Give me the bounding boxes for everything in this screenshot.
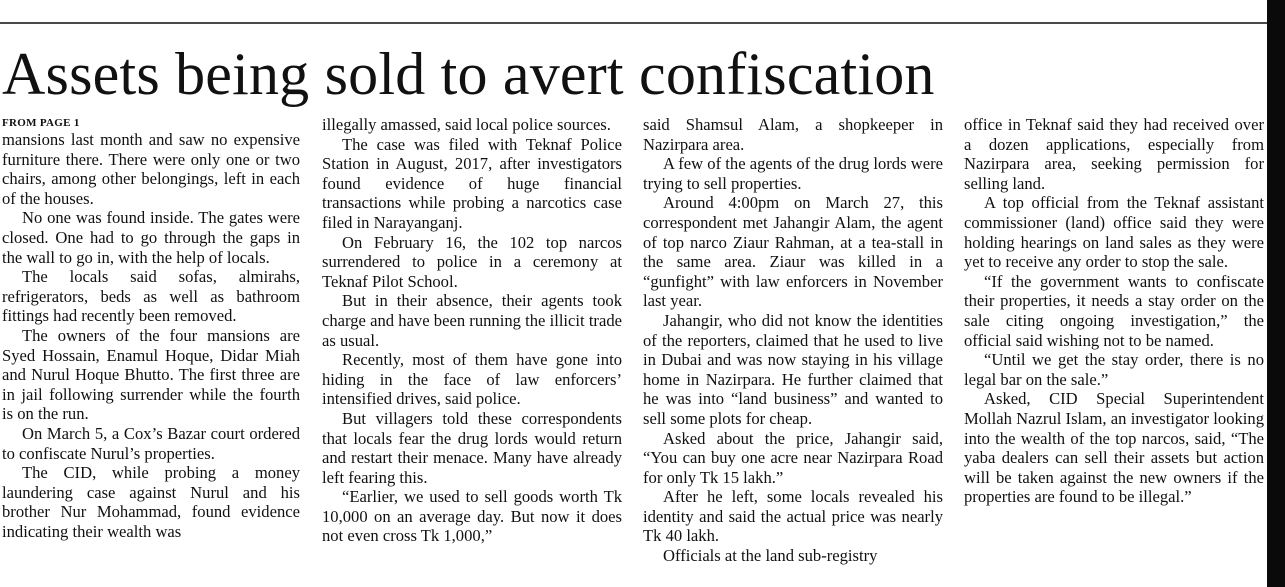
page-edge-shadow [1267,0,1285,587]
paragraph: On March 5, a Cox’s Bazar court ordered to confiscate Nurul’s properties. [2,423,300,463]
jump-label: FROM PAGE 1 [2,117,80,129]
article-column-2 [322,115,622,546]
paragraph: The CID, while probing a money laundering case against Nurul and his brother Nur Mohammad, found evidence indicating their wealth was [2,463,300,541]
top-rule [0,22,1267,24]
paragraph: “Earlier, we used to sell goods worth Tk 10,000 on an average day. But now it does not even cross Tk 1,000,” [322,487,622,546]
paragraph: Asked, CID Special Superintendent Mollah Nazrul Islam, an investigator looking into the wealth of the top narcos, said, “The yaba dealers can sell their assets but action will be taken against the new owners if the properties are found to be illegal.” [964,389,1264,507]
paragraph: The owners of the four mansions are Syed Hossain, Enamul Hoque, Didar Miah and Nurul Hoque Bhutto. The first three are in jail following surrender while the fourth is on the run. [2,325,300,424]
paragraph: “If the government wants to confiscate their properties, it needs a stay order on the sale citing ongoing investigation,” the official said wishing not to be named. [964,271,1264,350]
paragraph: said Shamsul Alam, a shopkeeper in Nazirpara area. [643,115,943,154]
article-column-3 [643,115,943,566]
paragraph: “Until we get the stay order, there is no legal bar on the sale.” [964,350,1264,389]
paragraph: Officials at the land sub-registry [663,546,878,566]
paragraph: Jahangir, who did not know the identities of the reporters, claimed that he used to live in Dubai and was now staying in his village home in Nazirpara. He further claimed that he was into “land business” and wanted to sell some plots for cheap. [643,310,943,428]
paragraph: No one was found inside. The gates were closed. One had to go through the gaps in the wall to go in, with the help of locals. [2,208,300,267]
paragraph: Asked about the price, Jahangir said, “You can buy one acre near Nazirpara Road for only Tk 15 lakh.” [643,428,943,487]
paragraph: But villagers told these correspondents that locals fear the drug lords would return and restart their menace. Many have already left fearing this. [322,408,622,487]
paragraph: On February 16, the 102 top narcos surrendered to police in a ceremony at Teknaf Pilot School. [322,232,622,291]
article-column-4 [964,115,1264,507]
paragraph: office in Teknaf said they had received over a dozen applications, especially from Nazirpara area, seeking permission for selling land. [964,115,1264,193]
paragraph: But in their absence, their agents took charge and have been running the illicit trade as usual. [322,291,622,350]
paragraph: Around 4:00pm on March 27, this correspondent met Jahangir Alam, the agent of top narco Ziaur Rahman, at a tea-stall in the same area. Ziaur was killed in a “gunfight” with law enforcers in November last year. [643,193,943,311]
paragraph: After he left, some locals revealed his identity and said the actual price was nearly Tk 40 lakh. [643,487,943,546]
paragraph: The case was filed with Teknaf Police Station in August, 2017, after investigators found evidence of huge financial transactions while probing a narcotics case filed in Narayanganj. [322,134,622,232]
paragraph: The locals said sofas, almirahs, refrigerators, beds as well as bathroom fittings had recently been removed. [2,267,300,326]
paragraph: mansions last month and saw no expensive furniture there. There were only one or two chairs, among other belongings, left in each of the houses. [2,130,300,208]
article-column-1 [2,130,300,541]
paragraph: illegally amassed, said local police sources. [322,115,611,134]
headline: Assets being sold to avert confiscation [2,41,935,107]
paragraph: A top official from the Teknaf assistant commissioner (land) office said they were holding hearings on land sales as they were yet to receive any order to stop the sale. [964,193,1264,272]
paragraph: A few of the agents of the drug lords were trying to sell properties. [643,154,943,193]
paragraph: Recently, most of them have gone into hiding in the face of law enforcers’ intensified drives, said police. [322,350,622,409]
